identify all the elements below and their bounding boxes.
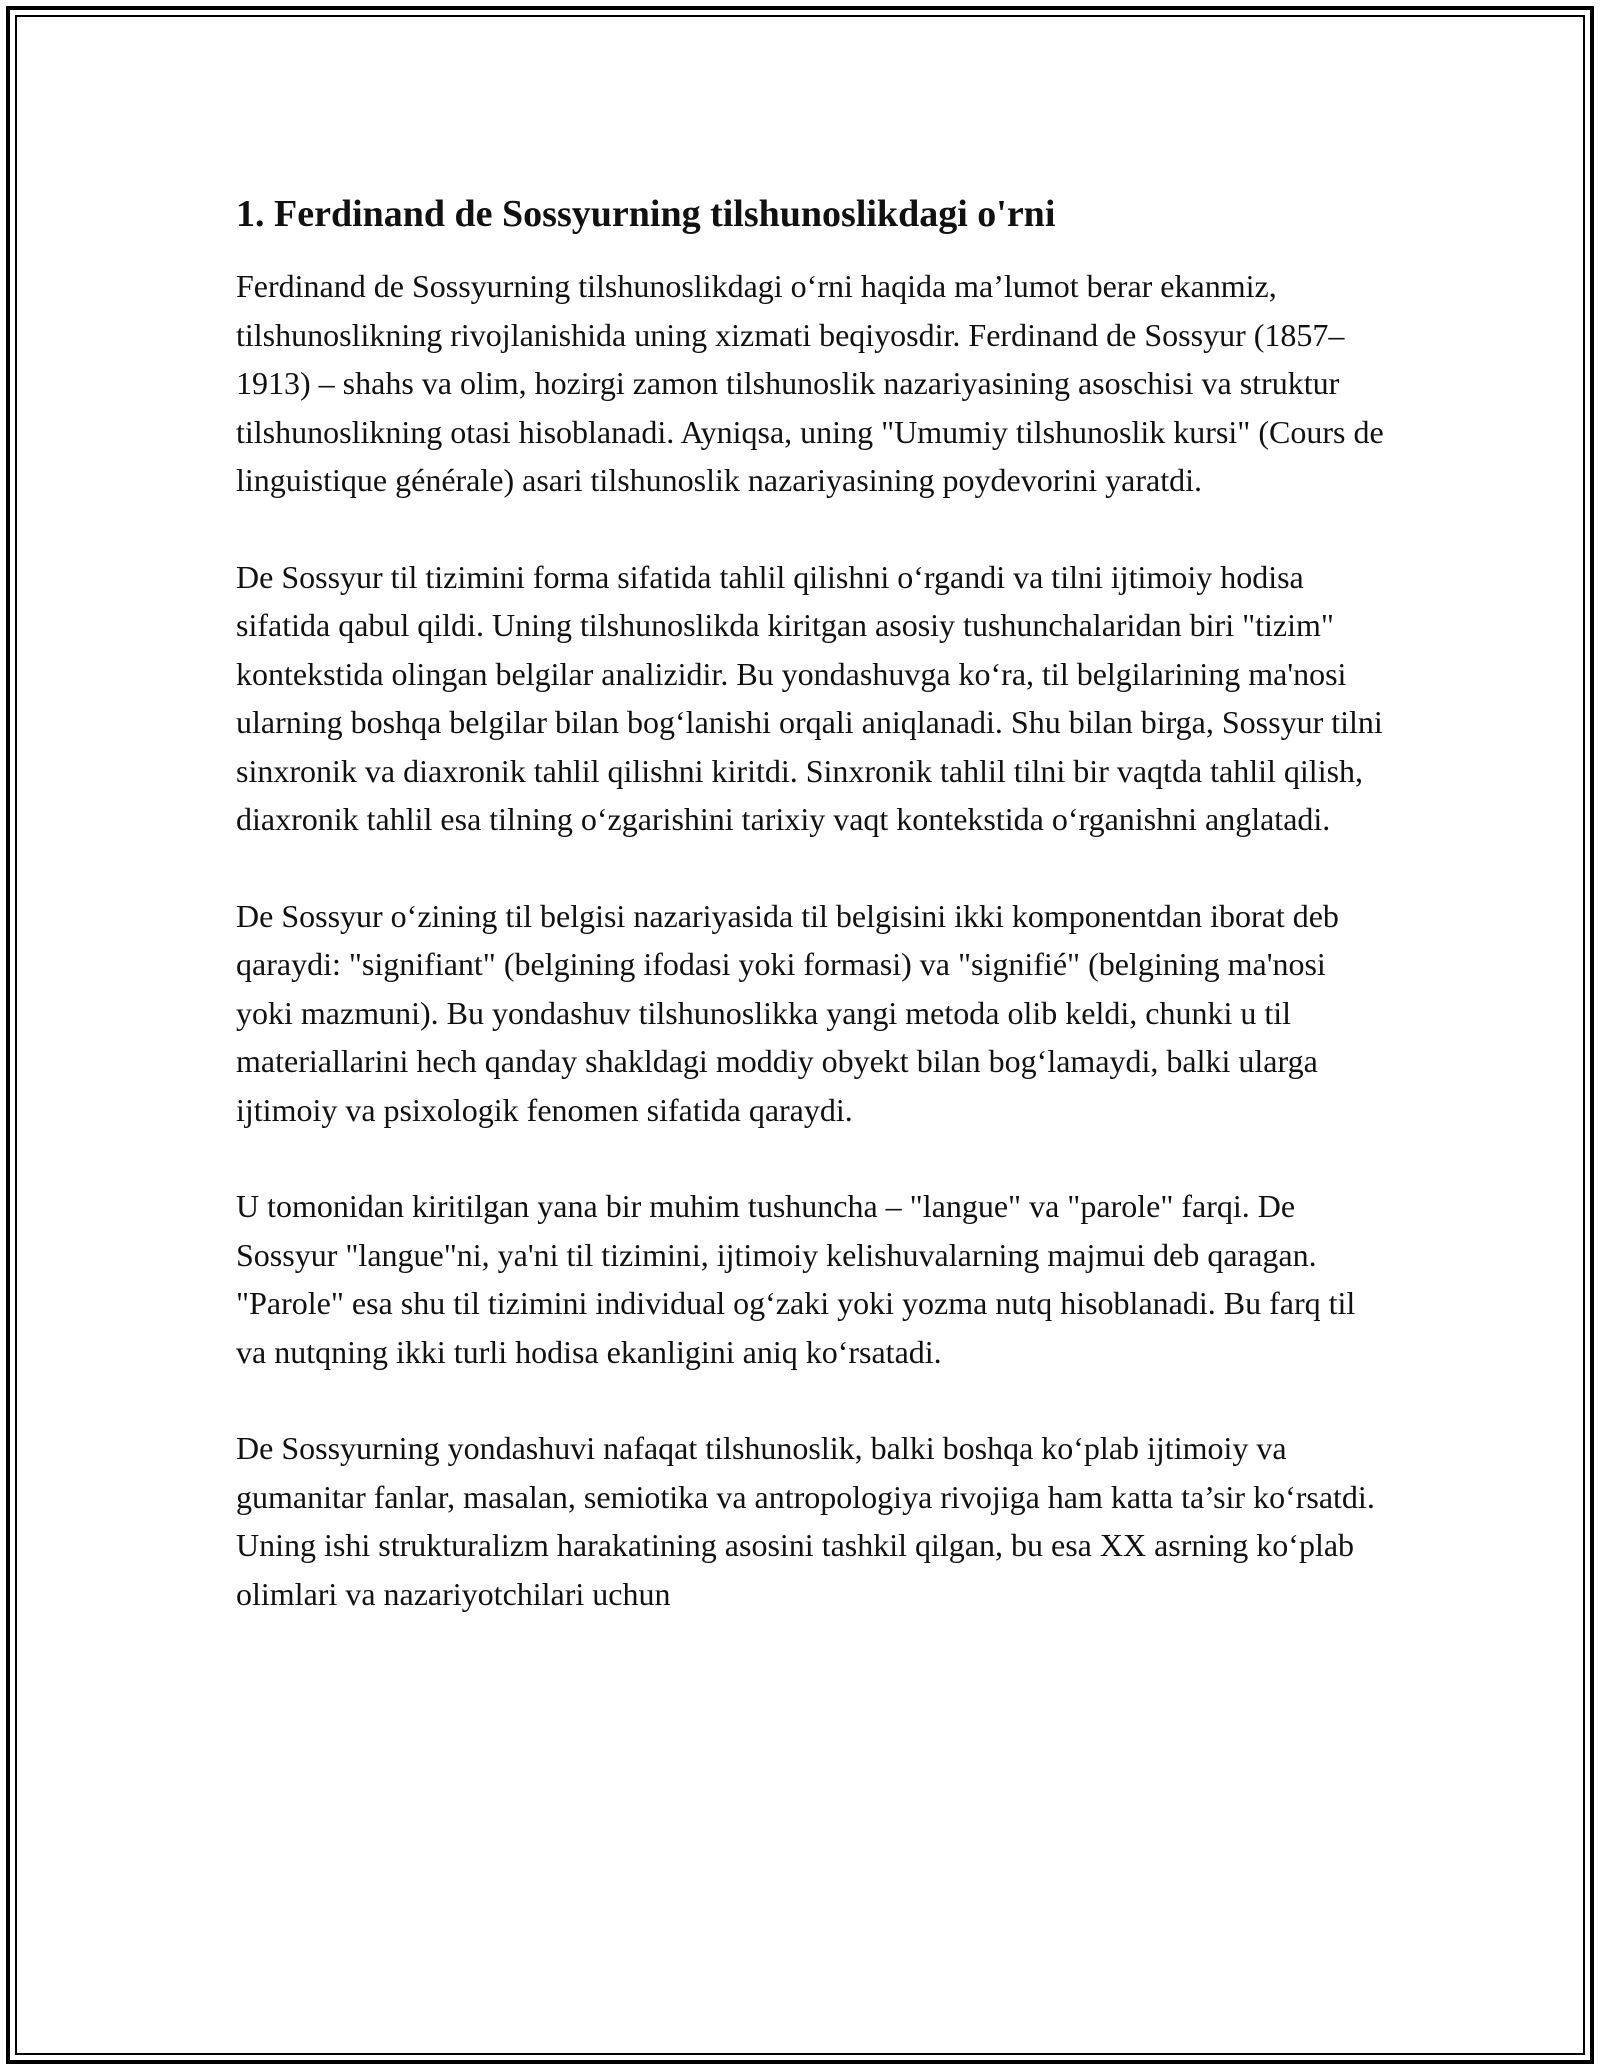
paragraph-4: U tomonidan kiritilgan yana bir muhim tushuncha – "langue" va "parole" farqi. De Sossyur "langue"ni, ya'ni til tizimini, ijtimoiy kelishuvalarning majmui deb qaragan. "Parole" esa shu til tizimini individual og‘zaki yoki yozma nutq hisoblanadi. Bu farq til va nutqning ikki turli hodisa ekanligini aniq ko‘rsatadi. — [236, 1188, 1356, 1370]
document-title: 1. Ferdinand de Sossyurning tilshunoslikdagi o'rni — [236, 193, 1056, 235]
paragraph-1: Ferdinand de Sossyurning tilshunoslikdagi o‘rni haqida ma’lumot berar ekanmiz, tilshunoslikning rivojlanishida uning xizmati beqiyosdir. Ferdinand de Sossyur (1857–1913) – shahs va olim, hozirgi zamon tilshunoslik nazariyasining asoschisi va struktur tilshunoslikning otasi hisoblanadi. Ayniqsa, uning "Umumiy tilshunoslik kursi" (Cours de linguistique générale) asari tilshunoslik nazariyasining poydevorini yaratdi. — [236, 268, 1384, 498]
paragraph-2: De Sossyur til tizimini forma sifatida tahlil qilishni o‘rgandi va tilni ijtimoiy hodisa sifatida qabul qildi. Uning tilshunoslikda kiritgan asosiy tushunchalaridan biri "tizim" kontekstida olingan belgilar analizidir. Bu yondashuvga ko‘ra, til belgilarining ma'nosi ularning boshqa belgilar bilan bog‘lanishi orqali aniqlanadi. Shu bilan birga, Sossyur tilni sinxronik va diaxronik tahlil qilishni kiritdi. Sinxronik tahlil tilni bir vaqtda tahlil qilish, diaxronik tahlil esa tilning o‘zgarishini tarixiy vaqt kontekstida o‘rganishni anglatadi. — [236, 558, 1383, 837]
paragraph-3: De Sossyur o‘zining til belgisi nazariyasida til belgisini ikki komponentdan iborat deb qaraydi: "signifiant" (belgining ifodasi yoki formasi) va "signifié" (belgining ma'nosi yoki mazmuni). Bu yondashuv tilshunoslikka yangi metoda olib keldi, chunki u til materiallarini hech qanday shakldagi moddiy obyekt bilan bog‘lamaydi, balki ularga ijtimoiy va psixologik fenomen sifatida qaraydi. — [236, 897, 1339, 1128]
document-body — [236, 186, 1386, 1666]
paragraph-5: De Sossyurning yondashuvi nafaqat tilshunoslik, balki boshqa ko‘plab ijtimoiy va gumanitar fanlar, masalan, semiotika va antropologiya rivojiga ham katta ta’sir ko‘rsatdi. Uning ishi strukturalizm harakatining asosini tashkil qilgan, bu esa XX asrning ko‘plab olimlari va nazariyotchilari uchun — [236, 1430, 1375, 1612]
